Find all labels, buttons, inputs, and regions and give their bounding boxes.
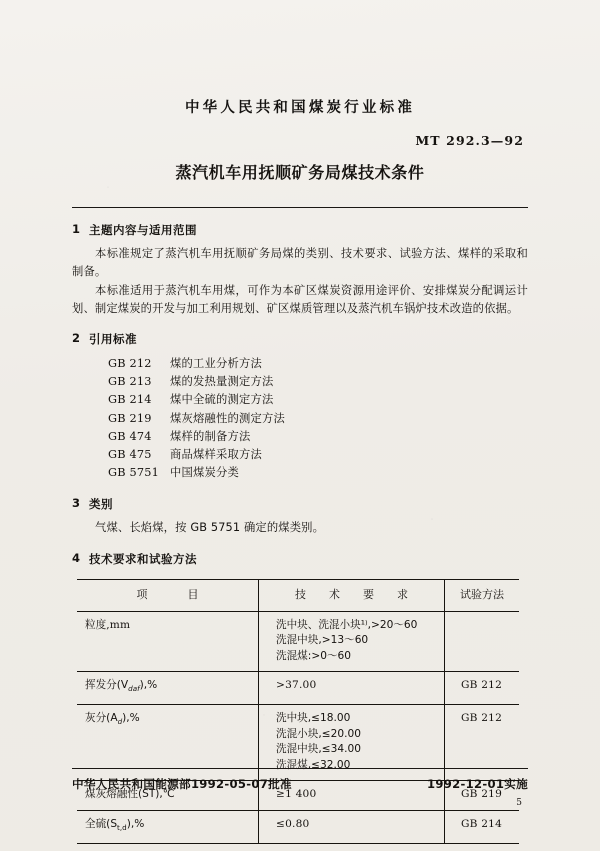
cell-method: GB 212 (445, 705, 520, 781)
section-number: 2 (72, 331, 81, 345)
table-row (77, 672, 519, 705)
footer-row (72, 776, 528, 792)
section-title: 主题内容与适用范围 (89, 223, 197, 237)
cell-method: GB 219 (445, 781, 520, 811)
reference-code: GB 219 (108, 411, 152, 425)
standard-code-row (72, 130, 528, 149)
page-number: 5 (516, 798, 522, 808)
cell-method: GB 214 (445, 810, 520, 843)
reference-title: 中国煤炭分类 (170, 466, 239, 480)
cell-item: 灰分$(A_d),\%$ (77, 705, 259, 781)
table-row (77, 611, 519, 672)
list-item (108, 391, 528, 409)
cell-item: 挥发分$(V_{daf}),\%$ (77, 672, 259, 705)
column-header-requirement: 技 术 要 求 (259, 579, 445, 611)
cell-item: 粒度,mm (77, 611, 259, 672)
standard-code: MT 292.3—92 (415, 133, 524, 148)
section-requirements (72, 551, 528, 567)
section-number: 3 (72, 496, 81, 511)
section-title: 技术要求和试验方法 (89, 551, 197, 566)
footer-divider (72, 768, 528, 769)
document-content (72, 0, 528, 844)
section-normative-references (72, 331, 528, 482)
list-item (108, 410, 528, 428)
reference-code: GB 213 (108, 375, 152, 389)
cell-method (445, 611, 520, 672)
list-item (108, 428, 528, 446)
requirement-line: ≤0.80 (276, 817, 310, 830)
table-row (77, 810, 519, 843)
cell-requirement (259, 672, 445, 705)
section-heading (72, 331, 528, 347)
requirement-line: 洗混中块,>13～60 (276, 634, 369, 647)
issuing-organization: 中华人民共和国煤炭行业标准 (184, 100, 416, 116)
requirement-line: 洗混煤:>0～60 (276, 649, 352, 662)
paragraph: 本标准适用于蒸汽机车用煤，可作为本矿区煤炭资源用途评价、安排煤炭分配调运计划、制定煤炭的开发与加工利用规划、矿区煤质管理以及蒸汽机车锅炉技术改造的依据。 (72, 284, 528, 315)
list-item (108, 355, 528, 373)
section-heading (72, 496, 528, 512)
section-number: 1 (72, 222, 81, 236)
cell-method: GB 212 (445, 672, 520, 705)
column-header-item: 项 目 (77, 579, 259, 611)
reference-title: 煤的发热量测定方法 (170, 375, 274, 389)
approval-statement: 中华人民共和国能源部1992-05-07批准 (72, 777, 292, 791)
requirement-line: 洗中块、洗混小块¹⁾,>20～60 (276, 618, 418, 631)
requirement-line: 洗混中块,≤34.00 (276, 743, 361, 756)
list-item (108, 464, 528, 482)
paragraph: 气煤、长焰煤，按 GB 5751 确定的煤类别。 (95, 521, 325, 535)
cell-requirement (259, 810, 445, 843)
reference-code: GB 214 (108, 393, 152, 407)
table-header-row (77, 579, 519, 611)
requirement-line: 洗混煤,≤32.00 (276, 758, 351, 771)
cell-requirement (259, 611, 445, 672)
requirement-line: >37.00 (276, 679, 317, 692)
requirement-line: 洗中块,≤18.00 (276, 712, 351, 724)
reference-title: 煤样的制备方法 (170, 429, 251, 443)
reference-title: 煤灰熔融性的测定方法 (170, 411, 285, 425)
section-title: 类别 (89, 497, 113, 512)
column-header-method: 试验方法 (445, 579, 520, 611)
reference-code: GB 474 (108, 429, 152, 443)
document-title: 蒸汽机车用抚顺矿务局煤技术条件 (175, 163, 425, 182)
paragraph: 本标准规定了蒸汽机车用抚顺矿务局煤的类别、技术要求、试验方法、煤样的采取和制备。 (72, 247, 528, 278)
section-number: 4 (72, 550, 81, 565)
section-title: 引用标准 (89, 332, 137, 346)
list-item (108, 373, 528, 391)
reference-title: 商品煤样采取方法 (170, 448, 262, 462)
section-heading (72, 222, 528, 238)
section-classification (72, 496, 528, 537)
reference-list (72, 355, 528, 482)
requirement-line: ≥1 400 (276, 788, 317, 801)
reference-code: GB 5751 (108, 466, 160, 480)
section-heading (72, 551, 528, 567)
reference-title: 煤中全硫的测定方法 (170, 393, 274, 407)
section-scope (72, 222, 528, 317)
cell-item: 全硫$(S_{t,d}),\%$ (77, 810, 259, 843)
reference-code: GB 212 (108, 357, 152, 370)
list-item (108, 446, 528, 464)
reference-title: 煤的工业分析方法 (170, 357, 262, 370)
effective-date: 1992-12-01实施 (427, 777, 528, 791)
requirement-line: 洗混小块,≤20.00 (276, 727, 361, 740)
page-footer (72, 768, 528, 808)
header-divider (72, 207, 528, 208)
reference-code: GB 475 (108, 448, 152, 462)
cell-item: 煤灰熔融性(ST),℃ (77, 781, 259, 811)
